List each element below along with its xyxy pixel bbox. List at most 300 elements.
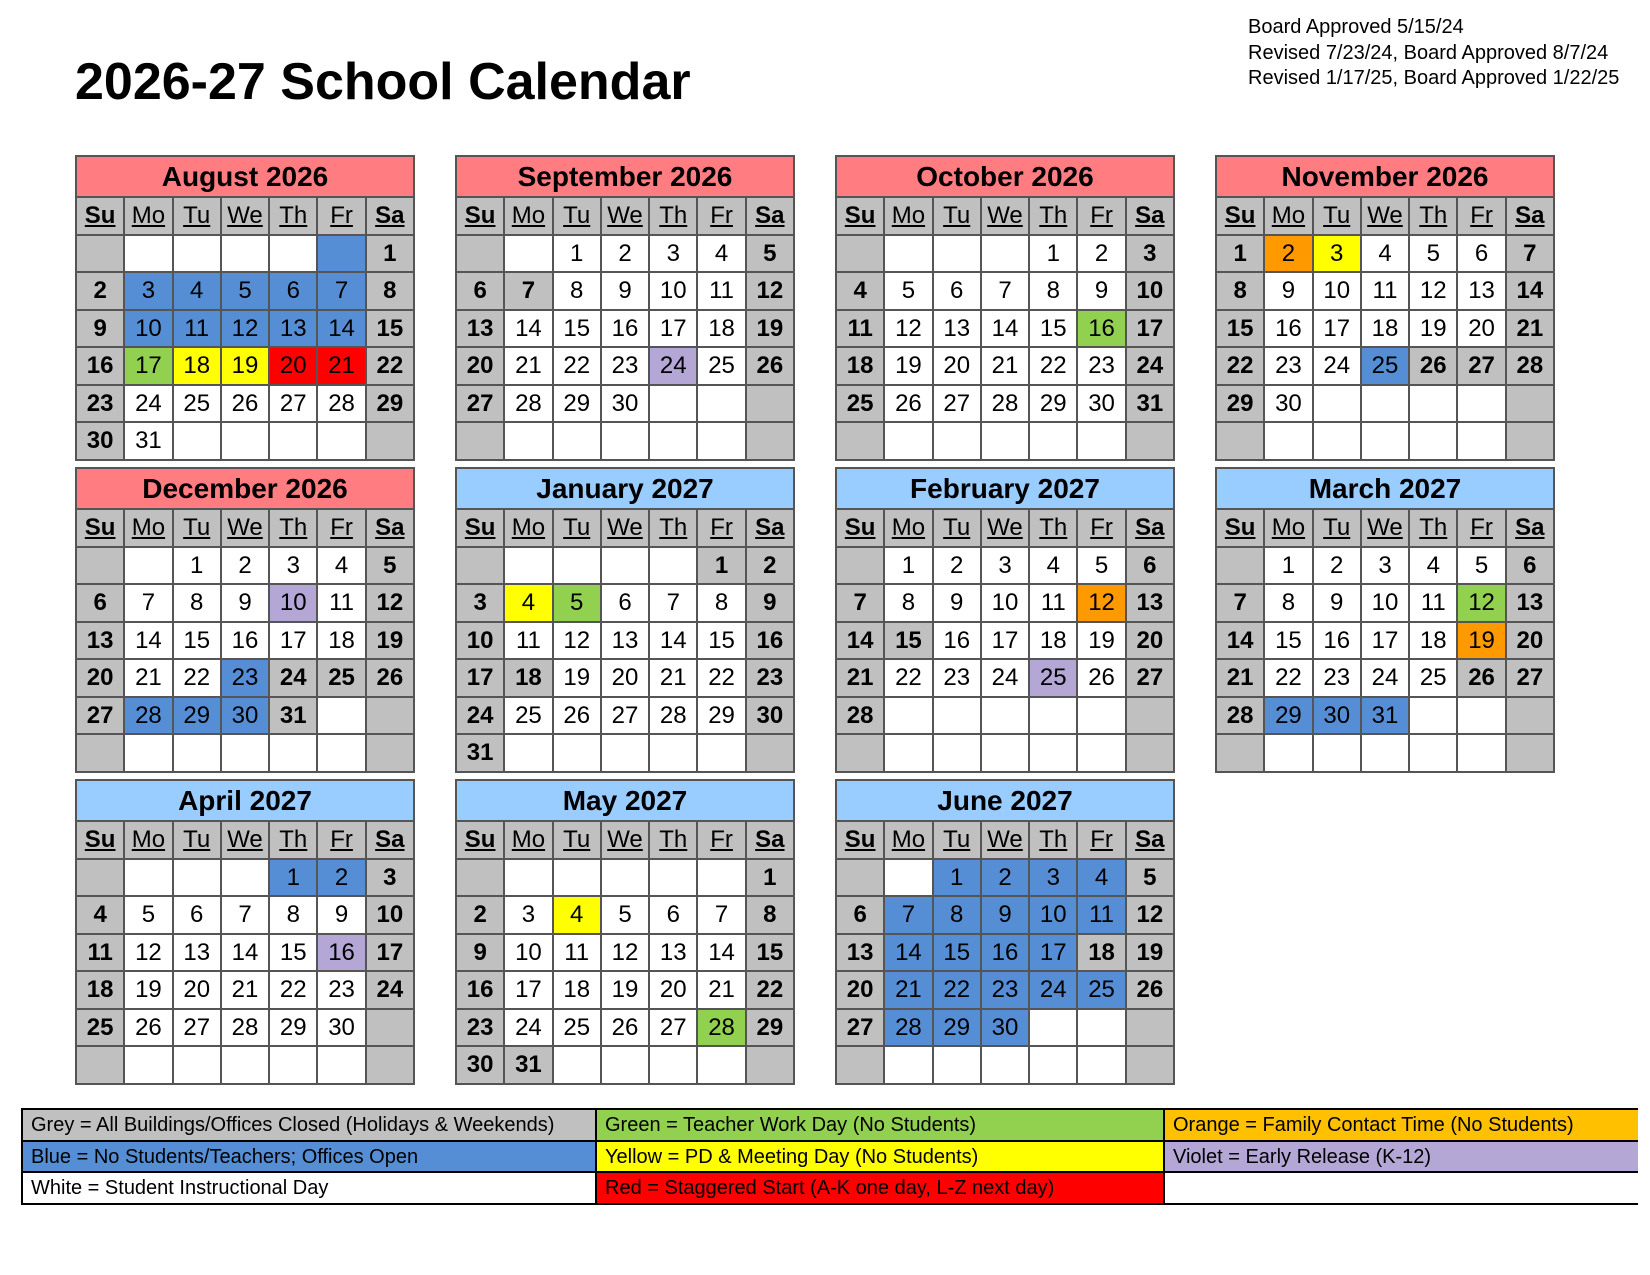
day-cell: 17 <box>505 972 551 1008</box>
day-cell: 23 <box>602 348 648 384</box>
month-calendar <box>835 467 1175 773</box>
day-cell: 20 <box>934 348 980 384</box>
day-cell <box>1030 423 1076 459</box>
day-cell: 28 <box>698 1010 744 1046</box>
weekday-header: Tu <box>934 198 980 234</box>
day-cell <box>934 698 980 734</box>
day-cell <box>1030 1047 1076 1083</box>
day-cell: 27 <box>270 386 316 422</box>
month-title: April 2027 <box>77 781 413 822</box>
day-cell <box>1127 1047 1173 1083</box>
day-cell: 3 <box>1127 236 1173 272</box>
weekday-header: Tu <box>934 510 980 546</box>
day-cell: 14 <box>698 935 744 971</box>
day-cell: 21 <box>318 348 364 384</box>
weekday-header: Sa <box>1507 510 1553 546</box>
day-cell: 5 <box>1458 548 1504 584</box>
day-cell: 26 <box>1410 348 1456 384</box>
day-cell: 5 <box>747 236 793 272</box>
day-cell <box>174 236 220 272</box>
day-cell: 7 <box>1507 236 1553 272</box>
day-cell: 17 <box>650 311 696 347</box>
day-cell: 13 <box>1507 585 1553 621</box>
legend-item: White = Student Instructional Day <box>23 1173 595 1203</box>
day-cell <box>1078 698 1124 734</box>
day-cell: 25 <box>837 386 883 422</box>
day-cell: 16 <box>934 623 980 659</box>
day-cell: 29 <box>270 1010 316 1046</box>
day-cell: 14 <box>1217 623 1263 659</box>
day-cell <box>650 386 696 422</box>
day-cell <box>77 548 123 584</box>
weekday-header: Su <box>77 198 123 234</box>
day-cell: 6 <box>650 897 696 933</box>
day-cell: 21 <box>505 348 551 384</box>
day-cell: 17 <box>270 623 316 659</box>
weekday-header: Su <box>837 822 883 858</box>
day-cell: 26 <box>367 660 413 696</box>
day-cell: 24 <box>270 660 316 696</box>
day-cell: 6 <box>270 273 316 309</box>
weekday-header: We <box>222 198 268 234</box>
day-cell: 11 <box>1078 897 1124 933</box>
day-cell <box>505 236 551 272</box>
day-cell: 8 <box>270 897 316 933</box>
day-cell: 17 <box>1362 623 1408 659</box>
legend-item: Red = Staggered Start (A-K one day, L-Z next day) <box>597 1173 1163 1203</box>
day-cell <box>457 236 503 272</box>
day-cell: 5 <box>367 548 413 584</box>
day-cell <box>77 735 123 771</box>
day-cell: 19 <box>1458 623 1504 659</box>
day-cell: 9 <box>934 585 980 621</box>
day-cell: 24 <box>125 386 171 422</box>
day-cell: 27 <box>174 1010 220 1046</box>
day-cell <box>837 423 883 459</box>
day-cell <box>837 1047 883 1083</box>
month-calendar <box>455 779 795 1085</box>
weekday-header: We <box>982 822 1028 858</box>
day-cell: 26 <box>554 698 600 734</box>
day-cell: 25 <box>1362 348 1408 384</box>
day-cell: 1 <box>174 548 220 584</box>
day-cell <box>982 1047 1028 1083</box>
weekday-header: Su <box>837 198 883 234</box>
day-cell: 13 <box>934 311 980 347</box>
weekday-header: Fr <box>1078 198 1124 234</box>
day-cell: 1 <box>554 236 600 272</box>
weekday-header: Mo <box>1265 198 1311 234</box>
day-cell: 29 <box>1265 698 1311 734</box>
day-cell <box>1265 735 1311 771</box>
month-calendar <box>75 779 415 1085</box>
weekday-header: Fr <box>1078 822 1124 858</box>
month-calendar <box>75 467 415 773</box>
day-cell: 18 <box>505 660 551 696</box>
day-cell: 11 <box>505 623 551 659</box>
day-cell: 12 <box>602 935 648 971</box>
day-cell: 8 <box>367 273 413 309</box>
weekday-header: Tu <box>1314 510 1360 546</box>
day-cell: 30 <box>77 423 123 459</box>
day-cell <box>457 423 503 459</box>
weekday-header: Tu <box>554 510 600 546</box>
day-cell <box>1507 735 1553 771</box>
day-cell: 22 <box>1265 660 1311 696</box>
day-cell <box>174 1047 220 1083</box>
month-grid <box>837 822 1173 1083</box>
day-cell: 9 <box>602 273 648 309</box>
month-calendar <box>1215 155 1555 461</box>
weekday-header: Mo <box>885 198 931 234</box>
day-cell <box>505 548 551 584</box>
day-cell: 16 <box>318 935 364 971</box>
day-cell: 1 <box>270 860 316 896</box>
weekday-header: Tu <box>554 198 600 234</box>
day-cell <box>318 698 364 734</box>
day-cell: 24 <box>457 698 503 734</box>
day-cell: 22 <box>1217 348 1263 384</box>
day-cell: 7 <box>698 897 744 933</box>
day-cell: 23 <box>222 660 268 696</box>
month-grid <box>77 198 413 459</box>
day-cell: 29 <box>1217 386 1263 422</box>
month-calendar <box>455 155 795 461</box>
day-cell: 3 <box>367 860 413 896</box>
day-cell: 24 <box>367 972 413 1008</box>
day-cell: 30 <box>1078 386 1124 422</box>
day-cell: 26 <box>885 386 931 422</box>
day-cell: 6 <box>934 273 980 309</box>
month-grid <box>1217 510 1553 771</box>
weekday-header: We <box>602 510 648 546</box>
day-cell: 8 <box>747 897 793 933</box>
day-cell: 20 <box>77 660 123 696</box>
day-cell: 26 <box>602 1010 648 1046</box>
day-cell <box>77 1047 123 1083</box>
day-cell: 27 <box>602 698 648 734</box>
day-cell: 23 <box>982 972 1028 1008</box>
weekday-header: Su <box>77 822 123 858</box>
day-cell: 27 <box>1458 348 1504 384</box>
day-cell <box>602 1047 648 1083</box>
day-cell: 11 <box>698 273 744 309</box>
day-cell: 28 <box>1507 348 1553 384</box>
day-cell: 5 <box>1078 548 1124 584</box>
weekday-header: Tu <box>554 822 600 858</box>
day-cell: 20 <box>602 660 648 696</box>
day-cell: 10 <box>505 935 551 971</box>
day-cell: 18 <box>77 972 123 1008</box>
day-cell <box>1217 735 1263 771</box>
day-cell: 11 <box>318 585 364 621</box>
legend-item: Orange = Family Contact Time (No Students) <box>1165 1110 1638 1140</box>
day-cell: 26 <box>125 1010 171 1046</box>
day-cell: 13 <box>1127 585 1173 621</box>
day-cell: 16 <box>1078 311 1124 347</box>
day-cell <box>982 698 1028 734</box>
day-cell: 13 <box>602 623 648 659</box>
day-cell <box>222 423 268 459</box>
approval-note: Board Approved 5/15/24 <box>1248 16 1464 38</box>
day-cell <box>505 860 551 896</box>
weekday-header: We <box>1362 510 1408 546</box>
month-grid <box>837 510 1173 771</box>
weekday-header: Mo <box>505 198 551 234</box>
legend-item: Grey = All Buildings/Offices Closed (Holidays & Weekends) <box>23 1110 595 1140</box>
day-cell: 10 <box>1030 897 1076 933</box>
day-cell <box>457 548 503 584</box>
day-cell: 26 <box>747 348 793 384</box>
day-cell: 26 <box>1458 660 1504 696</box>
day-cell: 11 <box>174 311 220 347</box>
day-cell <box>934 735 980 771</box>
day-cell: 19 <box>367 623 413 659</box>
day-cell: 4 <box>837 273 883 309</box>
day-cell: 16 <box>1265 311 1311 347</box>
day-cell <box>367 735 413 771</box>
day-cell: 27 <box>650 1010 696 1046</box>
day-cell: 11 <box>1030 585 1076 621</box>
weekday-header: Sa <box>367 198 413 234</box>
day-cell: 17 <box>367 935 413 971</box>
day-cell: 18 <box>1030 623 1076 659</box>
approval-note: Revised 1/17/25, Board Approved 1/22/25 <box>1248 67 1620 89</box>
day-cell: 21 <box>1507 311 1553 347</box>
day-cell: 5 <box>1410 236 1456 272</box>
weekday-header: Mo <box>505 510 551 546</box>
day-cell <box>698 735 744 771</box>
day-cell: 15 <box>174 623 220 659</box>
day-cell <box>1030 1010 1076 1046</box>
day-cell <box>885 860 931 896</box>
day-cell <box>885 698 931 734</box>
weekday-header: Tu <box>174 822 220 858</box>
day-cell: 30 <box>318 1010 364 1046</box>
month-title: May 2027 <box>457 781 793 822</box>
weekday-header: Fr <box>1458 198 1504 234</box>
day-cell: 19 <box>222 348 268 384</box>
day-cell: 13 <box>457 311 503 347</box>
day-cell: 16 <box>982 935 1028 971</box>
day-cell: 30 <box>982 1010 1028 1046</box>
weekday-header: Su <box>837 510 883 546</box>
weekday-header: Su <box>457 510 503 546</box>
day-cell: 4 <box>1078 860 1124 896</box>
day-cell: 1 <box>367 236 413 272</box>
day-cell <box>650 1047 696 1083</box>
day-cell: 16 <box>222 623 268 659</box>
day-cell: 24 <box>982 660 1028 696</box>
day-cell: 25 <box>1410 660 1456 696</box>
day-cell: 21 <box>1217 660 1263 696</box>
day-cell: 26 <box>222 386 268 422</box>
day-cell: 31 <box>457 735 503 771</box>
day-cell: 14 <box>885 935 931 971</box>
day-cell: 19 <box>885 348 931 384</box>
day-cell: 29 <box>367 386 413 422</box>
day-cell: 25 <box>1030 660 1076 696</box>
day-cell: 18 <box>554 972 600 1008</box>
day-cell: 12 <box>367 585 413 621</box>
day-cell: 28 <box>650 698 696 734</box>
month-calendar <box>1215 467 1555 773</box>
day-cell <box>1362 386 1408 422</box>
day-cell: 19 <box>1127 935 1173 971</box>
day-cell: 2 <box>318 860 364 896</box>
weekday-header: Sa <box>367 510 413 546</box>
day-cell: 9 <box>747 585 793 621</box>
legend-item: Violet = Early Release (K-12) <box>1165 1142 1638 1172</box>
day-cell: 28 <box>125 698 171 734</box>
day-cell: 8 <box>934 897 980 933</box>
day-cell <box>318 735 364 771</box>
day-cell <box>602 735 648 771</box>
day-cell <box>837 735 883 771</box>
page-title: 2026-27 School Calendar <box>75 53 691 111</box>
day-cell: 7 <box>222 897 268 933</box>
day-cell: 17 <box>1127 311 1173 347</box>
day-cell <box>934 423 980 459</box>
day-cell: 11 <box>837 311 883 347</box>
day-cell <box>1410 735 1456 771</box>
day-cell <box>77 236 123 272</box>
day-cell: 18 <box>698 311 744 347</box>
weekday-header: Tu <box>1314 198 1360 234</box>
day-cell <box>602 548 648 584</box>
day-cell: 9 <box>1314 585 1360 621</box>
day-cell <box>650 735 696 771</box>
day-cell: 23 <box>77 386 123 422</box>
month-grid <box>457 510 793 771</box>
weekday-header: Tu <box>174 510 220 546</box>
day-cell <box>1507 698 1553 734</box>
approval-notes <box>1248 15 1619 92</box>
day-cell: 7 <box>650 585 696 621</box>
day-cell: 7 <box>318 273 364 309</box>
day-cell <box>837 548 883 584</box>
day-cell: 20 <box>270 348 316 384</box>
day-cell: 20 <box>837 972 883 1008</box>
day-cell: 24 <box>1127 348 1173 384</box>
day-cell: 1 <box>1265 548 1311 584</box>
day-cell <box>698 1047 744 1083</box>
day-cell: 2 <box>77 273 123 309</box>
weekday-header: Th <box>270 510 316 546</box>
month-title: January 2027 <box>457 469 793 510</box>
day-cell: 18 <box>1362 311 1408 347</box>
day-cell <box>1078 423 1124 459</box>
weekday-header: Sa <box>1127 510 1173 546</box>
day-cell: 21 <box>885 972 931 1008</box>
day-cell <box>602 423 648 459</box>
day-cell: 9 <box>982 897 1028 933</box>
day-cell <box>698 860 744 896</box>
day-cell <box>1265 423 1311 459</box>
day-cell: 12 <box>1078 585 1124 621</box>
month-grid <box>457 198 793 459</box>
day-cell <box>1458 386 1504 422</box>
day-cell: 21 <box>982 348 1028 384</box>
day-cell: 7 <box>505 273 551 309</box>
weekday-header: Sa <box>1127 822 1173 858</box>
weekday-header: Th <box>270 822 316 858</box>
day-cell <box>1127 1010 1173 1046</box>
day-cell <box>367 1047 413 1083</box>
day-cell: 10 <box>125 311 171 347</box>
day-cell: 27 <box>837 1010 883 1046</box>
day-cell <box>554 860 600 896</box>
day-cell <box>650 548 696 584</box>
day-cell: 28 <box>1217 698 1263 734</box>
day-cell: 6 <box>457 273 503 309</box>
day-cell: 2 <box>1078 236 1124 272</box>
day-cell: 22 <box>934 972 980 1008</box>
day-cell: 31 <box>505 1047 551 1083</box>
day-cell <box>747 423 793 459</box>
day-cell: 3 <box>125 273 171 309</box>
day-cell <box>222 236 268 272</box>
day-cell: 1 <box>1030 236 1076 272</box>
day-cell <box>505 735 551 771</box>
day-cell: 6 <box>174 897 220 933</box>
day-cell: 2 <box>934 548 980 584</box>
day-cell: 23 <box>934 660 980 696</box>
day-cell: 14 <box>837 623 883 659</box>
day-cell: 18 <box>1410 623 1456 659</box>
day-cell: 13 <box>77 623 123 659</box>
day-cell: 15 <box>554 311 600 347</box>
month-grid <box>1217 198 1553 459</box>
weekday-header: Fr <box>1078 510 1124 546</box>
day-cell <box>367 1010 413 1046</box>
weekday-header: Th <box>270 198 316 234</box>
day-cell <box>1127 423 1173 459</box>
day-cell: 19 <box>1410 311 1456 347</box>
day-cell: 28 <box>837 698 883 734</box>
day-cell: 17 <box>457 660 503 696</box>
day-cell: 16 <box>457 972 503 1008</box>
month-title: September 2026 <box>457 157 793 198</box>
weekday-header: Mo <box>885 510 931 546</box>
day-cell <box>222 735 268 771</box>
day-cell: 28 <box>982 386 1028 422</box>
day-cell: 5 <box>885 273 931 309</box>
day-cell: 20 <box>1458 311 1504 347</box>
day-cell: 7 <box>125 585 171 621</box>
day-cell <box>747 386 793 422</box>
day-cell: 14 <box>318 311 364 347</box>
day-cell: 17 <box>125 348 171 384</box>
day-cell: 20 <box>457 348 503 384</box>
day-cell <box>1507 423 1553 459</box>
weekday-header: Su <box>77 510 123 546</box>
weekday-header: Su <box>457 198 503 234</box>
weekday-header: Th <box>1030 510 1076 546</box>
day-cell: 4 <box>505 585 551 621</box>
day-cell: 5 <box>125 897 171 933</box>
day-cell <box>837 236 883 272</box>
day-cell: 22 <box>698 660 744 696</box>
day-cell: 22 <box>747 972 793 1008</box>
day-cell: 15 <box>1217 311 1263 347</box>
day-cell: 25 <box>174 386 220 422</box>
day-cell: 15 <box>885 623 931 659</box>
day-cell: 22 <box>885 660 931 696</box>
day-cell <box>1362 423 1408 459</box>
day-cell: 25 <box>77 1010 123 1046</box>
day-cell <box>1458 735 1504 771</box>
